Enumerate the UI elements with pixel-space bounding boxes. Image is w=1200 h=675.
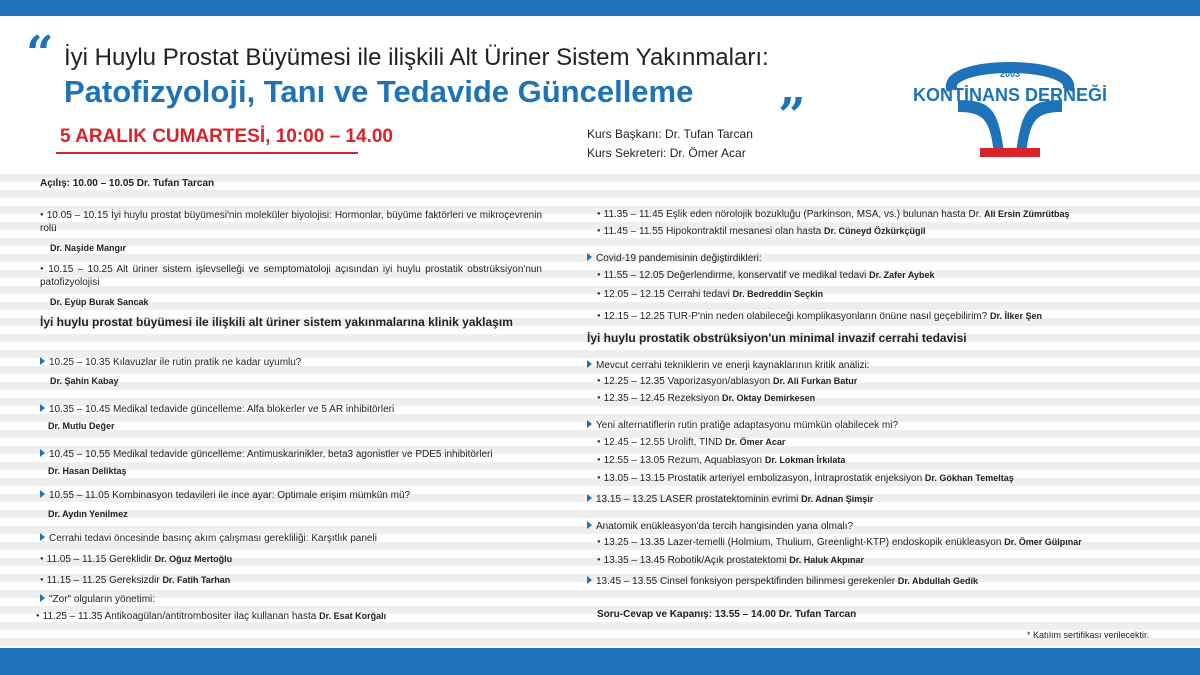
logo-year: 2003	[999, 69, 1021, 79]
section-heading: İyi huylu prostat büyümesi ile ilişkili alt üriner sistem yakınmalarına klinik yaklaşım	[40, 315, 513, 329]
program-item: ● 12.55 – 13.05 Rezum, Aquablasyon Dr. Lokman İrkılata	[597, 454, 845, 467]
opening: Açılış: 10.00 – 10.05 Dr. Tufan Tarcan	[40, 178, 215, 189]
certificate-note: * Katılım sertifikası verilecektir.	[1027, 630, 1150, 640]
program-item: 13.45 – 13.55 Cinsel fonksiyon perspektifinden bilinmesi gerekenler Dr. Abdullah Gedik	[587, 575, 978, 588]
speaker: Dr. Hasan Deliktaş	[48, 466, 127, 476]
date-underline	[56, 152, 358, 154]
top-bar	[0, 0, 1200, 16]
program-item: ● 11.35 – 11.45 Eşlik eden nörolojik bozukluğu (Parkinson, MSA, vs.) bulunan hasta Dr. Ali Ersin Zümrütbaş	[597, 208, 1070, 221]
speaker: Dr. Mutlu Değer	[48, 421, 115, 431]
program-item: ● 12.15 – 12.25 TUR-P'nin neden olabileceği komplikasyonların önüne nasıl geçebilirim? Dr. İlker Şen	[597, 310, 1042, 323]
title-line-1: İyi Huylu Prostat Büyümesi ile ilişkili Alt Üriner Sistem Yakınmaları:	[64, 44, 769, 71]
program-item: ● 10.15 – 10.25 Alt üriner sistem işlevselleği ve semptomatoloji açısından iyi huylu prostatik obstrüksiyon'nun patofizyolojisi	[40, 263, 542, 289]
logo-stem-icon	[958, 100, 1062, 154]
program-item: ● 13.05 – 13.15 Prostatik arteriyel embolizasyon, İntraprostatik enjeksiyon Dr. Gökhan Temeltaş	[597, 472, 1014, 485]
close-quote-icon: ”	[778, 88, 806, 144]
program-item: 13.15 – 13.25 LASER prostatektominin evrimi Dr. Adnan Şimşir	[587, 493, 873, 506]
subheading: Covid-19 pandemisinin değiştirdikleri:	[587, 252, 762, 265]
kontinans-dernegi-logo	[900, 50, 1120, 168]
panel-heading: Cerrahi tedavi öncesinde basınç akım çalışması gerekliliği: Karşıtlık paneli	[40, 532, 377, 545]
program-item: ● 12.45 – 12.55 Urolift, TIND Dr. Ömer Acar	[597, 436, 785, 449]
program-item: ● 11.25 – 11.35 Antikoagülan/antitrombositer ilaç kullanan hasta Dr. Esat Korğalı	[36, 610, 386, 623]
bottom-bar	[0, 648, 1200, 675]
program-item: ● 11.55 – 12.05 Değerlendirme, konservatif ve medikal tedavi Dr. Zafer Aybek	[597, 269, 935, 282]
program-item: ● 10.05 – 10.15 İyi huylu prostat büyümesi'nin moleküler biyolojisi: Hormonlar, büyüme faktörleri ve mikroçevrenin rolü	[40, 209, 542, 235]
subheading: Anatomik enükleasyon'da tercih hangisinden yana olmalı?	[587, 520, 853, 533]
open-quote-icon: “	[26, 26, 54, 82]
speaker: Dr. Naşide Mangır	[50, 243, 127, 253]
subheading: "Zor" olguların yönetimi:	[40, 593, 155, 606]
logo-red-bar	[980, 148, 1040, 157]
program-item: ● 12.25 – 12.35 Vaporizasyon/ablasyon Dr. Ali Furkan Batur	[597, 375, 857, 388]
program-item: ● 11.05 – 11.15 Gereklidir Dr. Oğuz Mertoğlu	[40, 553, 232, 566]
program-item: 10.55 – 11.05 Kombinasyon tedavileri ile ince ayar: Optimale erişim mümkün mü?	[40, 489, 410, 502]
program-item: ● 11.15 – 11.25 Gereksizdir Dr. Fatih Tarhan	[40, 574, 230, 587]
event-date: 5 ARALIK CUMARTESİ, 10:00 – 14.00	[60, 126, 393, 147]
speaker: Dr. Eyüp Burak Sancak	[50, 297, 149, 307]
program-item: 10.45 – 10.55 Medikal tedavide güncelleme: Antimuskarinikler, beta3 agonistler ve PDE5 inhibitörleri	[40, 448, 493, 461]
program-item: ● 12.05 – 12.15 Cerrahi tedavi Dr. Bedreddin Seçkin	[597, 288, 823, 301]
speaker: Dr. Aydın Yenilmez	[48, 509, 128, 519]
speaker: Dr. Şahin Kabay	[50, 376, 119, 386]
logo-name: KONTİNANS DERNEĞİ	[912, 85, 1108, 105]
title-line-2: Patofizyoloji, Tanı ve Tedavide Güncelleme	[64, 74, 694, 109]
closing: Soru-Cevap ve Kapanış: 13.55 – 14.00 Dr. Tufan Tarcan	[597, 609, 857, 620]
program-item: 10.35 – 10.45 Medikal tedavide güncelleme: Alfa blokerler ve 5 AR inhibitörleri	[40, 403, 394, 416]
program-item: 10.25 – 10.35 Kılavuzlar ile rutin pratik ne kadar uyumlu?	[40, 356, 301, 369]
course-secretary: Kurs Sekreteri: Dr. Ömer Acar	[587, 146, 746, 160]
course-head: Kurs Başkanı: Dr. Tufan Tarcan	[587, 127, 753, 141]
section-heading: İyi huylu prostatik obstrüksiyon'un minimal invazif cerrahi tedavisi	[587, 331, 967, 345]
subheading: Yeni alternatiflerin rutin pratiğe adaptasyonu mümkün olabilecek mi?	[587, 419, 898, 432]
program-item: ● 13.35 – 13.45 Robotik/Açık prostatektomi Dr. Haluk Akpınar	[597, 554, 864, 567]
subheading: Mevcut cerrahi tekniklerin ve enerji kaynaklarının kritik analizi:	[587, 359, 869, 372]
program-item: ● 11.45 – 11.55 Hipokontraktil mesanesi olan hasta Dr. Cüneyd Özkürkçügil	[597, 225, 925, 238]
program-item: ● 12.35 – 12.45 Rezeksiyon Dr. Oktay Demirkesen	[597, 392, 815, 405]
program-item: ● 13.25 – 13.35 Lazer-temelli (Holmium, Thulium, Greenlight-KTP) endoskopik enükleasyon Dr. Ömer Gülpınar	[597, 536, 1082, 549]
